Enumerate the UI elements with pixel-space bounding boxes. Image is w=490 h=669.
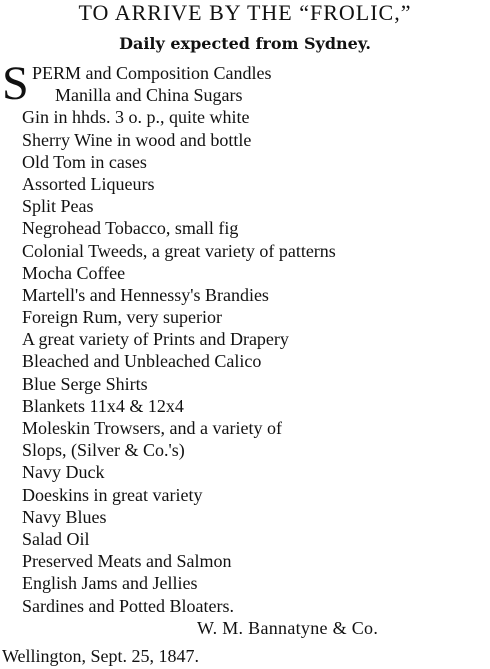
goods-item: Negrohead Tobacco, small fig <box>22 218 239 239</box>
goods-item: Blue Serge Shirts <box>22 373 148 394</box>
goods-item: Salad Oil <box>22 528 90 549</box>
goods-item: Manilla and China Sugars <box>55 85 243 106</box>
goods-item: Navy Blues <box>22 506 107 527</box>
goods-item: Assorted Liqueurs <box>22 173 155 194</box>
goods-item: Preserved Meats and Salmon <box>22 551 232 572</box>
merchant-signature: W. M. Bannatyne & Co. <box>197 618 379 638</box>
goods-item: Slops, (Silver & Co.'s) <box>22 440 185 461</box>
goods-item: Foreign Rum, very superior <box>22 307 222 328</box>
subheadline: Daily expected from Sydney. <box>119 34 371 53</box>
goods-item: Colonial Tweeds, a great variety of patterns <box>22 240 336 261</box>
goods-item: Blankets 11x4 & 12x4 <box>22 395 184 416</box>
goods-item: Old Tom in cases <box>22 151 147 172</box>
headline: TO ARRIVE BY THE “FROLIC,” <box>78 0 412 25</box>
goods-item: Mocha Coffee <box>22 262 126 283</box>
goods-item: Martell's and Hennessy's Brandies <box>22 284 269 305</box>
goods-item: Navy Duck <box>22 462 105 483</box>
dateline: Wellington, Sept. 25, 1847. <box>2 646 200 666</box>
goods-item: PERM and Composition Candles <box>32 63 272 83</box>
goods-item: Sardines and Potted Bloaters. <box>22 595 234 616</box>
goods-item: Split Peas <box>22 196 94 217</box>
goods-item: English Jams and Jellies <box>22 573 198 594</box>
goods-item: Moleskin Trowsers, and a variety of <box>22 418 282 438</box>
goods-item: Gin in hhds. 3 o. p., quite white <box>22 107 250 128</box>
goods-list <box>22 62 336 617</box>
goods-item: Doeskins in great variety <box>22 484 203 505</box>
goods-item: Sherry Wine in wood and bottle <box>22 129 252 150</box>
goods-item: Bleached and Unbleached Calico <box>22 351 262 372</box>
goods-item: A great variety of Prints and Drapery <box>22 329 289 350</box>
drop-cap: S <box>2 57 29 110</box>
